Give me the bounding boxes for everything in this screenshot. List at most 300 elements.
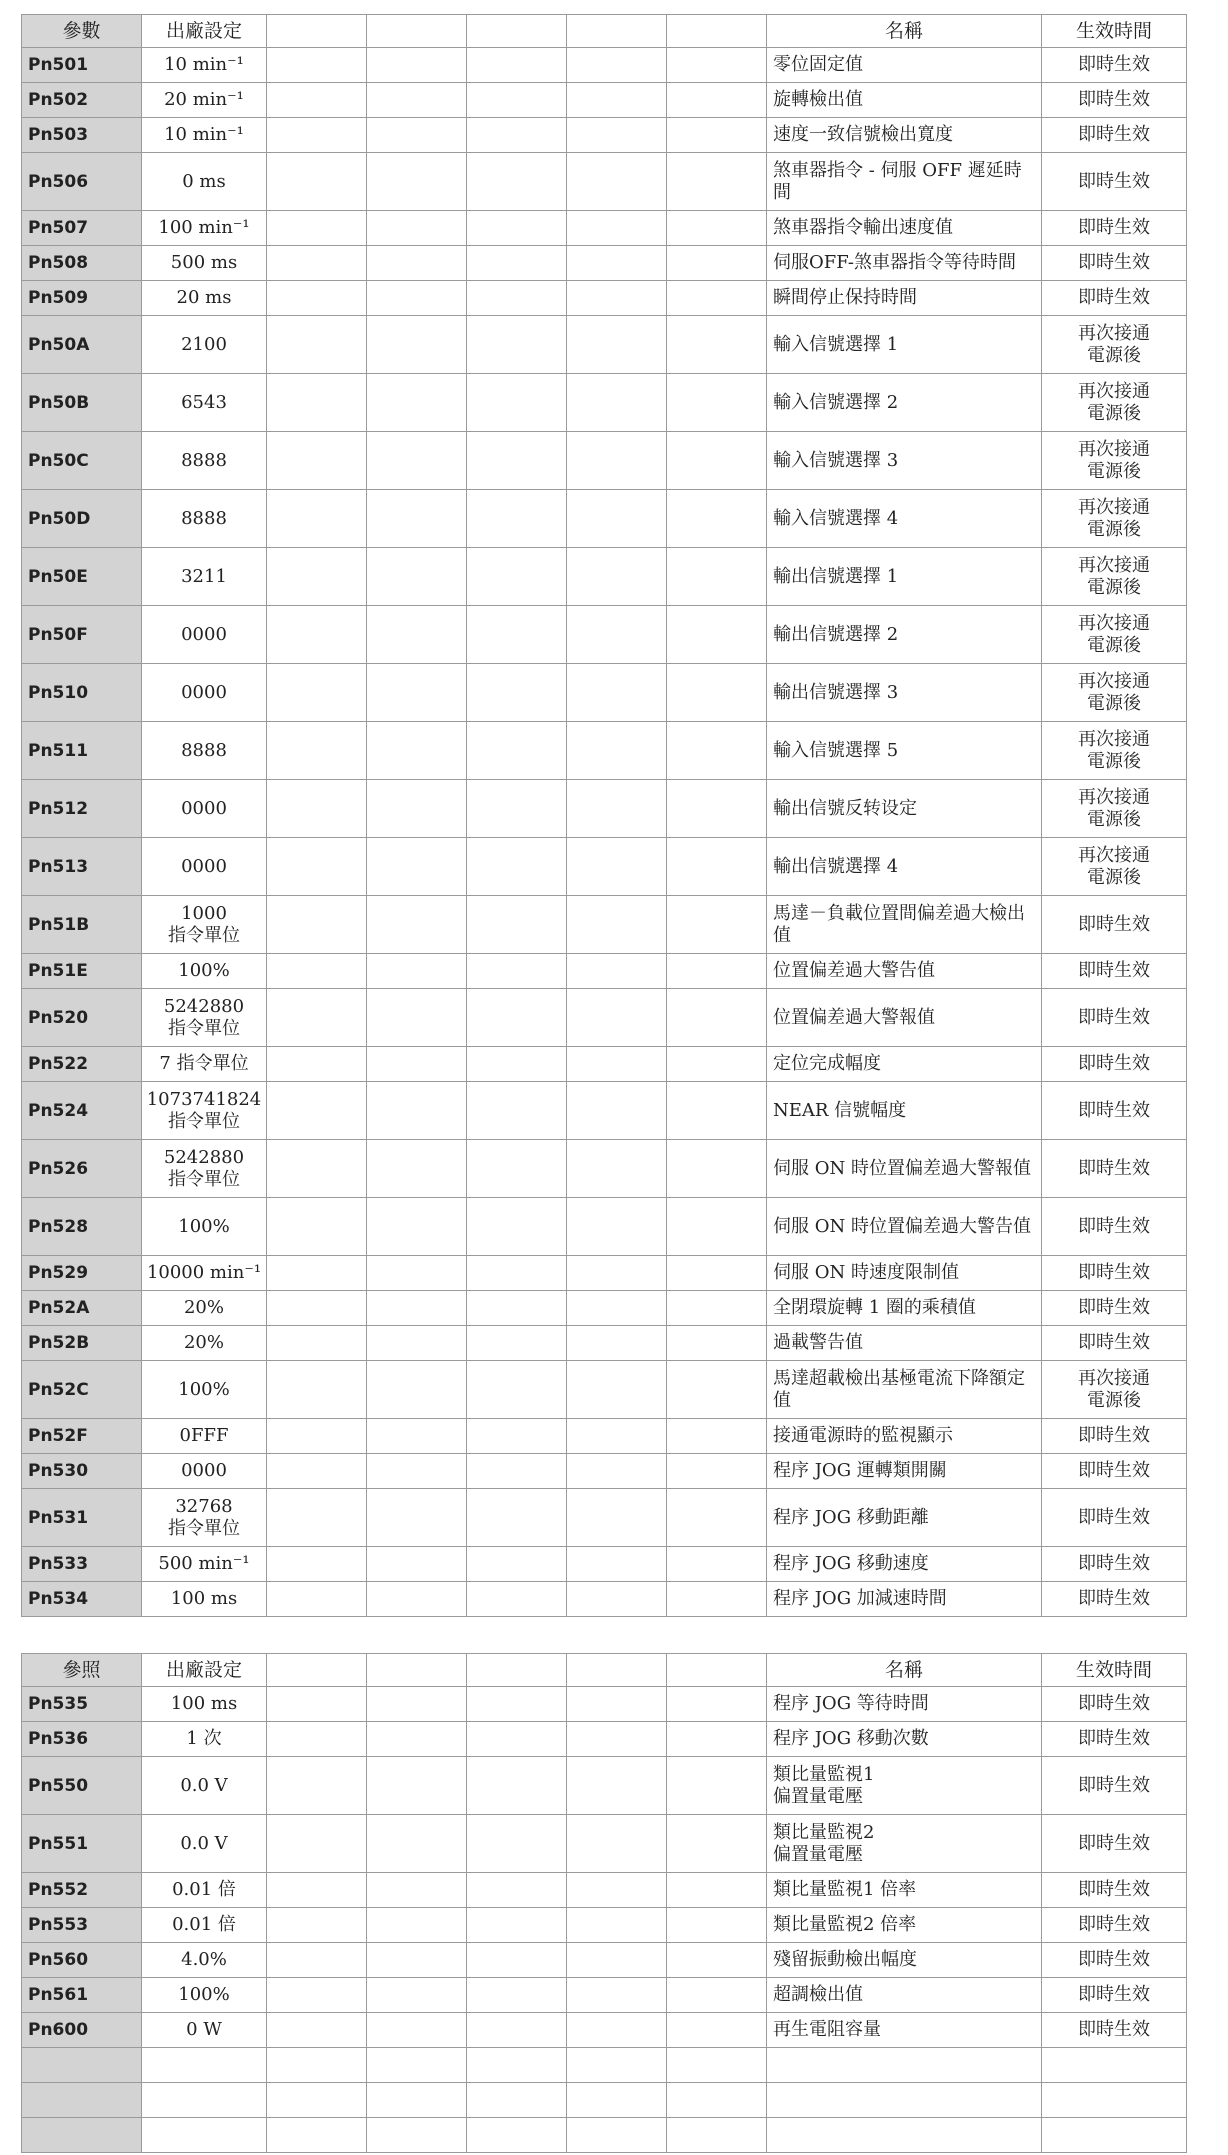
param-cell: Pn520 <box>22 989 142 1047</box>
header-blank <box>367 1654 467 1687</box>
time-cell: 即時生效 <box>1042 1722 1187 1757</box>
name-cell: 速度一致信號檢出寬度 <box>767 118 1042 153</box>
blank-cell <box>367 490 467 548</box>
setting-cell <box>142 2083 267 2118</box>
blank-cell <box>667 2048 767 2083</box>
setting-cell: 20 ms <box>142 281 267 316</box>
table-row <box>22 896 1187 954</box>
setting-cell: 3211 <box>142 548 267 606</box>
param-cell: Pn52C <box>22 1361 142 1419</box>
blank-cell <box>667 838 767 896</box>
blank-cell <box>267 2118 367 2153</box>
param-cell: Pn529 <box>22 1256 142 1291</box>
blank-cell <box>267 1943 367 1978</box>
blank-cell <box>467 896 567 954</box>
blank-cell <box>367 2118 467 2153</box>
time-cell: 即時生效 <box>1042 1547 1187 1582</box>
name-cell: 輸入信號選擇 1 <box>767 316 1042 374</box>
name-cell: 輸出信號選擇 3 <box>767 664 1042 722</box>
blank-cell <box>567 374 667 432</box>
name-cell: 程序 JOG 加減速時間 <box>767 1582 1042 1617</box>
blank-cell <box>267 606 367 664</box>
blank-cell <box>367 153 467 211</box>
time-cell: 即時生效 <box>1042 1256 1187 1291</box>
blank-cell <box>567 664 667 722</box>
blank-cell <box>267 954 367 989</box>
name-cell: 煞車器指令 - 伺服 OFF 遲延時間 <box>767 153 1042 211</box>
blank-cell <box>567 2013 667 2048</box>
blank-cell <box>367 1361 467 1419</box>
blank-cell <box>267 1547 367 1582</box>
setting-cell <box>142 2118 267 2153</box>
blank-cell <box>567 1687 667 1722</box>
setting-cell: 100 ms <box>142 1582 267 1617</box>
parameter-table-1 <box>21 14 1187 1617</box>
blank-cell <box>367 954 467 989</box>
param-cell: Pn50D <box>22 490 142 548</box>
setting-cell: 4.0% <box>142 1943 267 1978</box>
blank-cell <box>667 83 767 118</box>
blank-cell <box>567 2048 667 2083</box>
time-cell <box>1042 2048 1187 2083</box>
name-cell: 殘留振動檢出幅度 <box>767 1943 1042 1978</box>
blank-cell <box>367 83 467 118</box>
blank-cell <box>567 1326 667 1361</box>
blank-cell <box>367 1687 467 1722</box>
blank-cell <box>667 246 767 281</box>
blank-cell <box>467 1722 567 1757</box>
setting-cell: 1 次 <box>142 1722 267 1757</box>
blank-cell <box>467 1943 567 1978</box>
blank-cell <box>267 1687 367 1722</box>
blank-cell <box>667 1687 767 1722</box>
param-cell: Pn508 <box>22 246 142 281</box>
header-blank <box>267 1654 367 1687</box>
blank-cell <box>567 780 667 838</box>
blank-cell <box>667 1908 767 1943</box>
blank-cell <box>667 548 767 606</box>
blank-cell <box>267 1815 367 1873</box>
name-cell: 程序 JOG 移動速度 <box>767 1547 1042 1582</box>
blank-cell <box>567 2083 667 2118</box>
blank-cell <box>467 1582 567 1617</box>
table-row <box>22 118 1187 153</box>
blank-cell <box>367 1722 467 1757</box>
table-body <box>22 48 1187 1617</box>
table-row <box>22 1256 1187 1291</box>
blank-cell <box>667 48 767 83</box>
blank-cell <box>667 1419 767 1454</box>
blank-cell <box>567 211 667 246</box>
blank-cell <box>367 722 467 780</box>
time-cell: 即時生效 <box>1042 1687 1187 1722</box>
param-cell: Pn512 <box>22 780 142 838</box>
blank-cell <box>667 606 767 664</box>
blank-cell <box>367 1047 467 1082</box>
blank-cell <box>667 1582 767 1617</box>
blank-cell <box>567 1722 667 1757</box>
blank-cell <box>367 1140 467 1198</box>
blank-cell <box>367 48 467 83</box>
blank-cell <box>567 1419 667 1454</box>
name-cell: 伺服OFF-煞車器指令等待時間 <box>767 246 1042 281</box>
param-cell: Pn531 <box>22 1489 142 1547</box>
blank-cell <box>667 1757 767 1815</box>
param-cell: Pn530 <box>22 1454 142 1489</box>
blank-cell <box>367 281 467 316</box>
blank-cell <box>467 1687 567 1722</box>
time-cell: 即時生效 <box>1042 1326 1187 1361</box>
table-row <box>22 1326 1187 1361</box>
blank-cell <box>467 1291 567 1326</box>
blank-cell <box>267 664 367 722</box>
blank-cell <box>267 2013 367 2048</box>
time-cell: 即時生效 <box>1042 1978 1187 2013</box>
table-row <box>22 153 1187 211</box>
blank-cell <box>567 1978 667 2013</box>
blank-cell <box>367 316 467 374</box>
blank-cell <box>467 1256 567 1291</box>
time-cell: 即時生效 <box>1042 896 1187 954</box>
param-cell: Pn502 <box>22 83 142 118</box>
parameter-table-2 <box>21 1653 1187 2153</box>
blank-cell <box>567 1547 667 1582</box>
blank-cell <box>667 2118 767 2153</box>
blank-cell <box>367 374 467 432</box>
setting-cell: 0FFF <box>142 1419 267 1454</box>
table-row <box>22 1582 1187 1617</box>
name-cell: 輸入信號選擇 3 <box>767 432 1042 490</box>
blank-cell <box>467 490 567 548</box>
blank-cell <box>367 1454 467 1489</box>
setting-cell: 8888 <box>142 722 267 780</box>
time-cell: 再次接通 電源後 <box>1042 780 1187 838</box>
blank-cell <box>667 1873 767 1908</box>
param-cell: Pn511 <box>22 722 142 780</box>
name-cell: 接通電源時的監視顯示 <box>767 1419 1042 1454</box>
table-row <box>22 548 1187 606</box>
table-row <box>22 2048 1187 2083</box>
setting-cell: 100% <box>142 1361 267 1419</box>
name-cell: 馬達超載檢出基極電流下降額定值 <box>767 1361 1042 1419</box>
param-cell: Pn52F <box>22 1419 142 1454</box>
blank-cell <box>467 118 567 153</box>
setting-cell: 5242880 指令單位 <box>142 989 267 1047</box>
blank-cell <box>267 1361 367 1419</box>
name-cell: 超調檢出值 <box>767 1978 1042 2013</box>
param-cell <box>22 2083 142 2118</box>
blank-cell <box>667 1489 767 1547</box>
header-param: 參數 <box>22 15 142 48</box>
time-cell <box>1042 2083 1187 2118</box>
time-cell: 再次接通 電源後 <box>1042 1361 1187 1419</box>
time-cell: 即時生效 <box>1042 989 1187 1047</box>
header-time: 生效時間 <box>1042 1654 1187 1687</box>
setting-cell: 0000 <box>142 606 267 664</box>
blank-cell <box>567 1361 667 1419</box>
name-cell: 程序 JOG 運轉類開關 <box>767 1454 1042 1489</box>
name-cell: 程序 JOG 移動次數 <box>767 1722 1042 1757</box>
header-blank <box>667 15 767 48</box>
time-cell: 即時生效 <box>1042 1047 1187 1082</box>
time-cell: 再次接通 電源後 <box>1042 548 1187 606</box>
time-cell: 即時生效 <box>1042 1140 1187 1198</box>
header-name: 名稱 <box>767 1654 1042 1687</box>
table-row <box>22 1815 1187 1873</box>
setting-cell: 0000 <box>142 664 267 722</box>
blank-cell <box>467 2118 567 2153</box>
time-cell: 即時生效 <box>1042 211 1187 246</box>
blank-cell <box>467 1978 567 2013</box>
blank-cell <box>467 722 567 780</box>
param-cell: Pn536 <box>22 1722 142 1757</box>
name-cell: 程序 JOG 移動距離 <box>767 1489 1042 1547</box>
setting-cell: 7 指令單位 <box>142 1047 267 1082</box>
blank-cell <box>467 316 567 374</box>
blank-cell <box>467 1489 567 1547</box>
time-cell: 再次接通 電源後 <box>1042 838 1187 896</box>
blank-cell <box>667 664 767 722</box>
time-cell: 再次接通 電源後 <box>1042 606 1187 664</box>
header-blank <box>567 1654 667 1687</box>
name-cell: 類比量監視2 偏置量電壓 <box>767 1815 1042 1873</box>
blank-cell <box>267 1047 367 1082</box>
param-cell: Pn50B <box>22 374 142 432</box>
time-cell: 再次接通 電源後 <box>1042 374 1187 432</box>
blank-cell <box>567 153 667 211</box>
time-cell: 即時生效 <box>1042 1198 1187 1256</box>
blank-cell <box>667 1291 767 1326</box>
blank-cell <box>467 838 567 896</box>
blank-cell <box>667 896 767 954</box>
blank-cell <box>467 989 567 1047</box>
time-cell: 再次接通 電源後 <box>1042 664 1187 722</box>
time-cell: 即時生效 <box>1042 1757 1187 1815</box>
blank-cell <box>367 2083 467 2118</box>
param-cell: Pn506 <box>22 153 142 211</box>
blank-cell <box>567 1454 667 1489</box>
blank-cell <box>467 1140 567 1198</box>
setting-cell: 0.01 倍 <box>142 1873 267 1908</box>
blank-cell <box>667 722 767 780</box>
blank-cell <box>567 989 667 1047</box>
blank-cell <box>267 281 367 316</box>
blank-cell <box>367 118 467 153</box>
blank-cell <box>467 1198 567 1256</box>
header-name: 名稱 <box>767 15 1042 48</box>
blank-cell <box>367 780 467 838</box>
blank-cell <box>267 896 367 954</box>
time-cell: 即時生效 <box>1042 1873 1187 1908</box>
blank-cell <box>367 1757 467 1815</box>
table-header <box>22 1654 1187 1687</box>
name-cell: 輸入信號選擇 5 <box>767 722 1042 780</box>
parameter-sheet <box>21 14 1186 2153</box>
blank-cell <box>267 153 367 211</box>
param-cell: Pn560 <box>22 1943 142 1978</box>
setting-cell: 0000 <box>142 1454 267 1489</box>
table-row <box>22 1361 1187 1419</box>
blank-cell <box>267 316 367 374</box>
setting-cell: 5242880 指令單位 <box>142 1140 267 1198</box>
setting-cell: 10000 min⁻¹ <box>142 1256 267 1291</box>
param-cell: Pn561 <box>22 1978 142 2013</box>
blank-cell <box>467 1361 567 1419</box>
blank-cell <box>267 1978 367 2013</box>
setting-cell: 20% <box>142 1326 267 1361</box>
blank-cell <box>467 374 567 432</box>
blank-cell <box>467 606 567 664</box>
table-row <box>22 989 1187 1047</box>
header-setting: 出廠設定 <box>142 1654 267 1687</box>
header-time: 生效時間 <box>1042 15 1187 48</box>
name-cell: 零位固定值 <box>767 48 1042 83</box>
blank-cell <box>367 1256 467 1291</box>
table-row <box>22 211 1187 246</box>
blank-cell <box>667 1943 767 1978</box>
blank-cell <box>667 780 767 838</box>
setting-cell: 0.0 V <box>142 1815 267 1873</box>
blank-cell <box>667 954 767 989</box>
name-cell: 伺服 ON 時速度限制值 <box>767 1256 1042 1291</box>
name-cell: 輸出信號選擇 1 <box>767 548 1042 606</box>
setting-cell: 20% <box>142 1291 267 1326</box>
blank-cell <box>667 118 767 153</box>
blank-cell <box>467 48 567 83</box>
time-cell: 即時生效 <box>1042 1908 1187 1943</box>
time-cell: 再次接通 電源後 <box>1042 490 1187 548</box>
setting-cell: 2100 <box>142 316 267 374</box>
param-cell: Pn50F <box>22 606 142 664</box>
header-blank <box>267 15 367 48</box>
setting-cell: 100% <box>142 1978 267 2013</box>
table-row <box>22 374 1187 432</box>
table-row <box>22 1757 1187 1815</box>
blank-cell <box>367 989 467 1047</box>
param-cell: Pn50C <box>22 432 142 490</box>
header-setting: 出廠設定 <box>142 15 267 48</box>
blank-cell <box>267 374 367 432</box>
name-cell: NEAR 信號幅度 <box>767 1082 1042 1140</box>
blank-cell <box>567 1047 667 1082</box>
blank-cell <box>567 838 667 896</box>
blank-cell <box>567 1757 667 1815</box>
blank-cell <box>467 1082 567 1140</box>
table-row <box>22 722 1187 780</box>
blank-cell <box>467 83 567 118</box>
blank-cell <box>267 432 367 490</box>
blank-cell <box>467 2048 567 2083</box>
blank-cell <box>267 780 367 838</box>
blank-cell <box>367 1873 467 1908</box>
blank-cell <box>467 2083 567 2118</box>
time-cell: 即時生效 <box>1042 1943 1187 1978</box>
param-cell: Pn503 <box>22 118 142 153</box>
setting-cell: 500 min⁻¹ <box>142 1547 267 1582</box>
blank-cell <box>367 606 467 664</box>
table-row <box>22 1687 1187 1722</box>
setting-cell: 0000 <box>142 780 267 838</box>
blank-cell <box>567 118 667 153</box>
param-cell: Pn51B <box>22 896 142 954</box>
table-row <box>22 316 1187 374</box>
time-cell: 即時生效 <box>1042 48 1187 83</box>
table-row <box>22 2118 1187 2153</box>
blank-cell <box>367 1198 467 1256</box>
time-cell: 再次接通 電源後 <box>1042 432 1187 490</box>
table-row <box>22 1489 1187 1547</box>
blank-cell <box>267 246 367 281</box>
blank-cell <box>567 432 667 490</box>
table-row <box>22 490 1187 548</box>
blank-cell <box>667 1722 767 1757</box>
blank-cell <box>367 1326 467 1361</box>
setting-cell <box>142 2048 267 2083</box>
name-cell: 定位完成幅度 <box>767 1047 1042 1082</box>
blank-cell <box>567 1140 667 1198</box>
param-cell: Pn513 <box>22 838 142 896</box>
blank-cell <box>567 1256 667 1291</box>
setting-cell: 100% <box>142 1198 267 1256</box>
name-cell: 過載警告值 <box>767 1326 1042 1361</box>
blank-cell <box>667 1547 767 1582</box>
blank-cell <box>367 1291 467 1326</box>
time-cell: 即時生效 <box>1042 281 1187 316</box>
table-row <box>22 48 1187 83</box>
param-cell: Pn501 <box>22 48 142 83</box>
name-cell: 輸入信號選擇 4 <box>767 490 1042 548</box>
blank-cell <box>567 83 667 118</box>
blank-cell <box>467 548 567 606</box>
blank-cell <box>667 2013 767 2048</box>
blank-cell <box>567 606 667 664</box>
time-cell: 即時生效 <box>1042 153 1187 211</box>
blank-cell <box>667 1454 767 1489</box>
blank-cell <box>267 1489 367 1547</box>
blank-cell <box>367 1489 467 1547</box>
name-cell: 伺服 ON 時位置偏差過大警報值 <box>767 1140 1042 1198</box>
param-cell: Pn528 <box>22 1198 142 1256</box>
setting-cell: 1000 指令單位 <box>142 896 267 954</box>
blank-cell <box>267 2083 367 2118</box>
setting-cell: 10 min⁻¹ <box>142 118 267 153</box>
time-cell: 即時生效 <box>1042 1489 1187 1547</box>
blank-cell <box>667 989 767 1047</box>
setting-cell: 0 W <box>142 2013 267 2048</box>
table-row <box>22 1198 1187 1256</box>
param-cell: Pn550 <box>22 1757 142 1815</box>
blank-cell <box>667 1082 767 1140</box>
blank-cell <box>667 1361 767 1419</box>
blank-cell <box>367 838 467 896</box>
time-cell: 即時生效 <box>1042 83 1187 118</box>
time-cell: 即時生效 <box>1042 118 1187 153</box>
name-cell: 旋轉檢出值 <box>767 83 1042 118</box>
blank-cell <box>367 1815 467 1873</box>
blank-cell <box>667 1326 767 1361</box>
blank-cell <box>267 1908 367 1943</box>
blank-cell <box>267 1140 367 1198</box>
blank-cell <box>567 896 667 954</box>
time-cell <box>1042 2118 1187 2153</box>
name-cell: 類比量監視2 倍率 <box>767 1908 1042 1943</box>
blank-cell <box>567 281 667 316</box>
table-row <box>22 1547 1187 1582</box>
blank-cell <box>567 1908 667 1943</box>
header-blank <box>467 15 567 48</box>
name-cell <box>767 2048 1042 2083</box>
blank-cell <box>267 989 367 1047</box>
